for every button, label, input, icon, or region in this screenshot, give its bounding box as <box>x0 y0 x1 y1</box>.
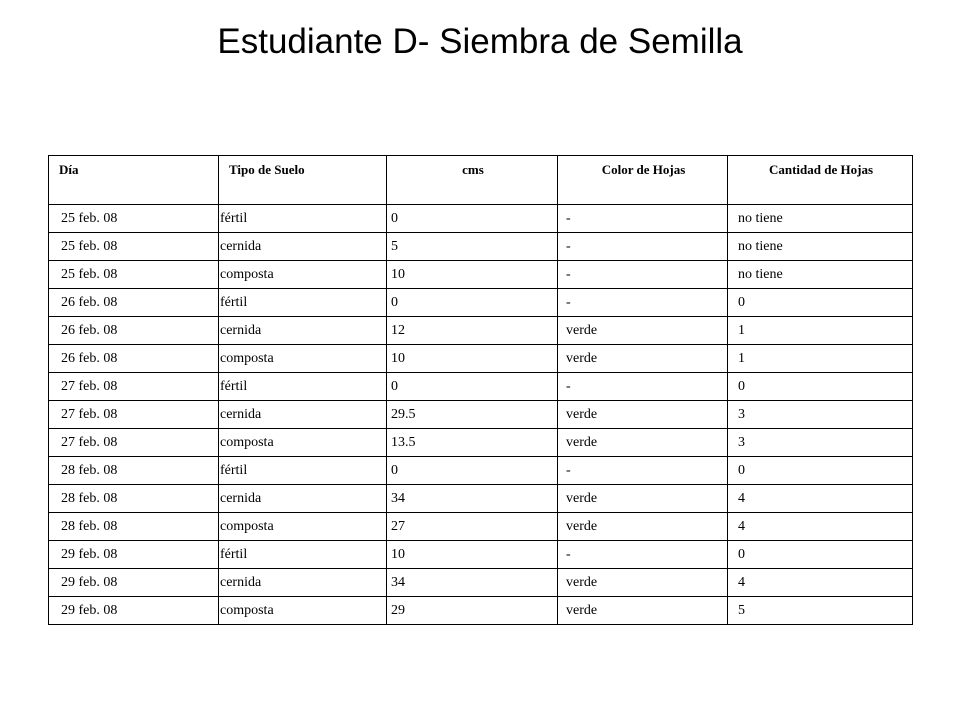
cell-cms: 5 <box>387 233 558 261</box>
table-row <box>49 317 913 345</box>
cell-tipo-de-suelo: fértil <box>219 205 387 233</box>
table-row <box>49 345 913 373</box>
cell-dia: 27 feb. 08 <box>49 373 219 401</box>
cell-color-de-hojas: verde <box>558 513 728 541</box>
cell-dia: 27 feb. 08 <box>49 401 219 429</box>
header-cantidad-de-hojas: Cantidad de Hojas <box>728 156 913 205</box>
cell-tipo-de-suelo: fértil <box>219 457 387 485</box>
cell-color-de-hojas: - <box>558 261 728 289</box>
cell-cms: 27 <box>387 513 558 541</box>
cell-cantidad-de-hojas: 1 <box>728 317 913 345</box>
header-cms: cms <box>387 156 558 205</box>
cell-cms: 0 <box>387 205 558 233</box>
table-row <box>49 261 913 289</box>
cell-color-de-hojas: - <box>558 289 728 317</box>
cell-color-de-hojas: - <box>558 205 728 233</box>
table-body <box>49 205 913 625</box>
cell-tipo-de-suelo: cernida <box>219 569 387 597</box>
cell-cantidad-de-hojas: no tiene <box>728 233 913 261</box>
table-row <box>49 205 913 233</box>
cell-color-de-hojas: - <box>558 457 728 485</box>
cell-cantidad-de-hojas: 5 <box>728 597 913 625</box>
cell-dia: 25 feb. 08 <box>49 233 219 261</box>
cell-tipo-de-suelo: composta <box>219 345 387 373</box>
cell-color-de-hojas: verde <box>558 569 728 597</box>
cell-dia: 29 feb. 08 <box>49 597 219 625</box>
cell-color-de-hojas: verde <box>558 345 728 373</box>
table-row <box>49 289 913 317</box>
cell-dia: 26 feb. 08 <box>49 317 219 345</box>
cell-dia: 25 feb. 08 <box>49 261 219 289</box>
table-row <box>49 373 913 401</box>
table-row <box>49 569 913 597</box>
cell-color-de-hojas: verde <box>558 317 728 345</box>
cell-cantidad-de-hojas: 4 <box>728 513 913 541</box>
cell-tipo-de-suelo: composta <box>219 513 387 541</box>
cell-dia: 28 feb. 08 <box>49 457 219 485</box>
cell-cantidad-de-hojas: 0 <box>728 541 913 569</box>
cell-tipo-de-suelo: composta <box>219 597 387 625</box>
table-row <box>49 233 913 261</box>
cell-color-de-hojas: verde <box>558 597 728 625</box>
cell-dia: 29 feb. 08 <box>49 569 219 597</box>
cell-dia: 26 feb. 08 <box>49 289 219 317</box>
cell-cms: 0 <box>387 457 558 485</box>
table-row <box>49 541 913 569</box>
cell-cms: 34 <box>387 569 558 597</box>
cell-cantidad-de-hojas: 0 <box>728 373 913 401</box>
cell-tipo-de-suelo: cernida <box>219 485 387 513</box>
table-row <box>49 457 913 485</box>
cell-cms: 29 <box>387 597 558 625</box>
cell-cms: 13.5 <box>387 429 558 457</box>
cell-color-de-hojas: verde <box>558 485 728 513</box>
cell-tipo-de-suelo: cernida <box>219 233 387 261</box>
cell-color-de-hojas: - <box>558 541 728 569</box>
header-row <box>49 156 913 205</box>
cell-color-de-hojas: verde <box>558 401 728 429</box>
cell-cms: 0 <box>387 289 558 317</box>
cell-tipo-de-suelo: cernida <box>219 317 387 345</box>
cell-cms: 10 <box>387 261 558 289</box>
cell-tipo-de-suelo: fértil <box>219 289 387 317</box>
cell-cms: 34 <box>387 485 558 513</box>
cell-dia: 26 feb. 08 <box>49 345 219 373</box>
cell-dia: 25 feb. 08 <box>49 205 219 233</box>
table-row <box>49 597 913 625</box>
cell-cantidad-de-hojas: 4 <box>728 485 913 513</box>
cell-color-de-hojas: verde <box>558 429 728 457</box>
cell-dia: 28 feb. 08 <box>49 513 219 541</box>
table-row <box>49 401 913 429</box>
slide-title: Estudiante D- Siembra de Semilla <box>217 22 743 61</box>
cell-cms: 10 <box>387 541 558 569</box>
data-table <box>48 155 913 625</box>
table-header <box>49 156 913 205</box>
cell-cms: 10 <box>387 345 558 373</box>
table-row <box>49 485 913 513</box>
cell-cantidad-de-hojas: 0 <box>728 289 913 317</box>
cell-tipo-de-suelo: composta <box>219 429 387 457</box>
cell-cantidad-de-hojas: no tiene <box>728 261 913 289</box>
cell-dia: 28 feb. 08 <box>49 485 219 513</box>
cell-cantidad-de-hojas: 3 <box>728 429 913 457</box>
cell-tipo-de-suelo: cernida <box>219 401 387 429</box>
cell-cantidad-de-hojas: 0 <box>728 457 913 485</box>
cell-dia: 29 feb. 08 <box>49 541 219 569</box>
header-dia: Día <box>49 156 219 205</box>
cell-cantidad-de-hojas: no tiene <box>728 205 913 233</box>
cell-cantidad-de-hojas: 3 <box>728 401 913 429</box>
header-tipo-de-suelo: Tipo de Suelo <box>219 156 387 205</box>
table-row <box>49 513 913 541</box>
cell-cms: 12 <box>387 317 558 345</box>
cell-cms: 29.5 <box>387 401 558 429</box>
header-color-de-hojas: Color de Hojas <box>558 156 728 205</box>
cell-dia: 27 feb. 08 <box>49 429 219 457</box>
table-row <box>49 429 913 457</box>
cell-cms: 0 <box>387 373 558 401</box>
cell-color-de-hojas: - <box>558 373 728 401</box>
cell-tipo-de-suelo: fértil <box>219 373 387 401</box>
cell-color-de-hojas: - <box>558 233 728 261</box>
cell-tipo-de-suelo: fértil <box>219 541 387 569</box>
cell-cantidad-de-hojas: 4 <box>728 569 913 597</box>
cell-tipo-de-suelo: composta <box>219 261 387 289</box>
cell-cantidad-de-hojas: 1 <box>728 345 913 373</box>
